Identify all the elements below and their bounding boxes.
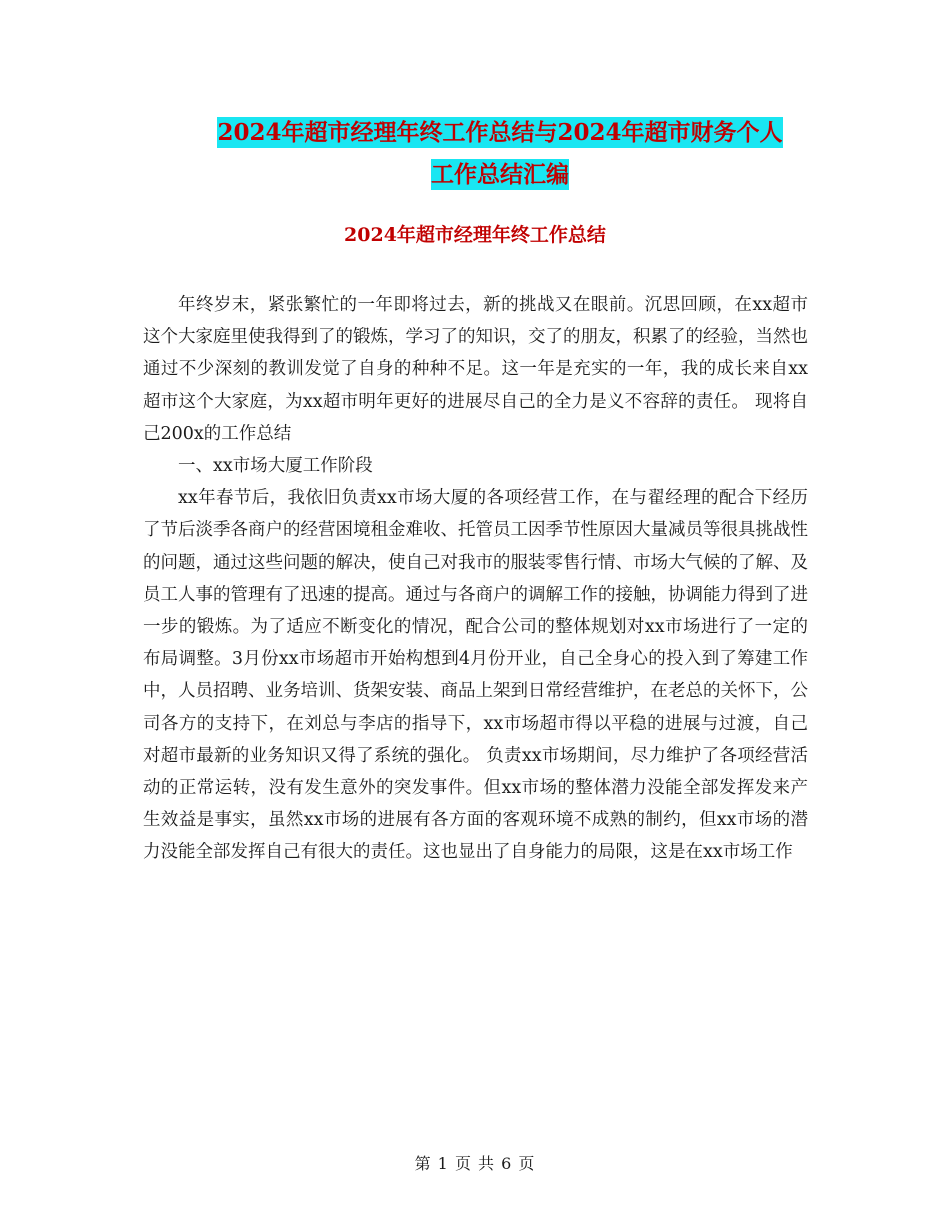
section-title: 2024年超市经理年终工作总结 [344, 224, 606, 246]
paragraph-section-1: xx年春节后，我依旧负责xx市场大厦的各项经营工作，在与翟经理的配合下经历了节后淡季各商户的经营困境租金难收、托管员工因季节性原因大量减员等很具挑战性的问题，通过这些问题的解决，使自己对我市的服装零售行情、市场大气候的了解、及员工人事的管理有了迅速的提高。通过与各商户的调解工作的接触，协调能力得到了进一步的锻炼。为了适应不断变化的情况，配合公司的整体规划对xx市场进行了一定的布局调整。3月份xx市场超市开始构想到4月份开业，自己全身心的投入到了筹建工作中，人员招聘、业务培训、货架安装、商品上架到日常经营维护，在老总的关怀下，公司各方的支持下，在刘总与李店的指导下，xx市场超市得以平稳的进展与过渡，自己对超市最新的业务知识又得了系统的强化。 负责xx市场期间，尽力维护了各项经营活动的正常运转，没有发生意外的突发事件。但xx市场的整体潜力没能全部发挥发来产生效益是事实，虽然xx市场的进展有各方面的客观环境不成熟的制约，但xx市场的潜力没能全部发挥自己有很大的责任。这也显出了自身能力的局限，这是在xx市场工作 [143, 488, 808, 863]
paragraph-heading-1: 一、xx市场大厦工作阶段 [178, 456, 373, 477]
page-footer: 第 1 页 共 6 页 [414, 1154, 536, 1173]
document-title [150, 112, 850, 196]
document-title-line1: 2024年超市经理年终工作总结与2024年超市财务个人 [217, 119, 783, 146]
document-title-line2: 工作总结汇编 [431, 161, 569, 188]
paragraph-intro: 年终岁末，紧张繁忙的一年即将过去，新的挑战又在眼前。沉思回顾，在xx超市这个大家庭里使我得到了的锻炼，学习了的知识，交了的朋友，积累了的经验，当然也通过不少深刻的教训发觉了自身的种种不足。这一年是充实的一年，我的成长来自xx超市这个大家庭，为xx超市明年更好的进展尽自己的全力是义不容辞的责任。 现将自己200x的工作总结 [143, 295, 808, 444]
document-body [143, 289, 808, 869]
